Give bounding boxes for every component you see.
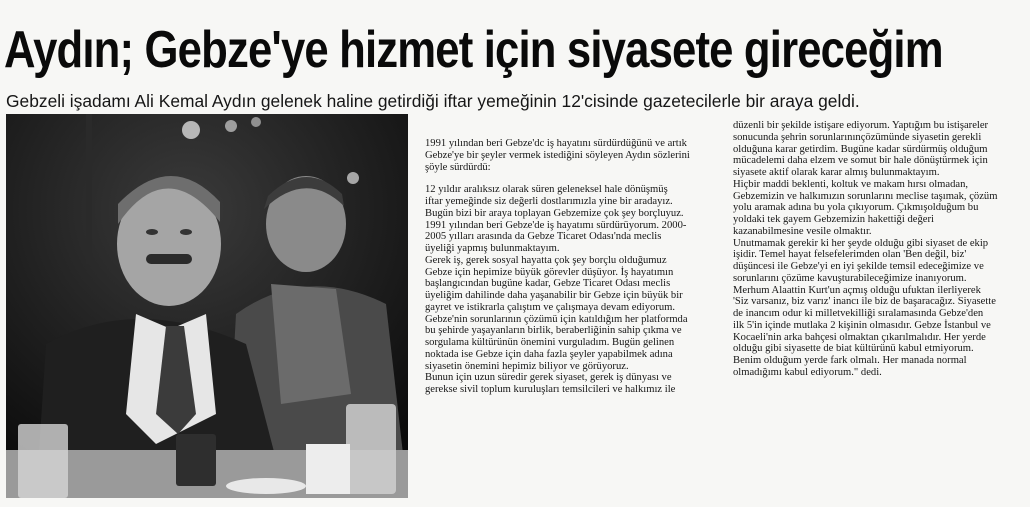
column-line: olmadığımı kabul ediyorum." dedi. <box>733 366 882 378</box>
column-line: Bugün bizi bir araya toplayan Gebzemize çok şey borçluyuz. <box>425 207 684 219</box>
column-line: düşüncesi ile Gebze'yi en iyi şekilde temsil edeceğimize ve <box>733 261 984 272</box>
article-photo <box>6 114 408 498</box>
column-line: şöyle sürdürdü: <box>425 161 491 173</box>
column-line: 2005 yılları arasında da Gebze Ticaret Odası'nda meclis <box>425 231 662 243</box>
column-line: Unutmamak gerekir ki her şeyde olduğu gibi siyaset de ekip <box>733 237 989 249</box>
column-line: Gebzemizin ve halkımızın sorunlarını meclise taşımak, çözüm <box>733 190 998 202</box>
column-line: Gebze'ye bir şeyler vermek istediğini söyleyen Aydın sözlerini <box>425 149 690 161</box>
column-line: olduğuna karar getirdim. Bugüne kadar sürdürmüş olduğum <box>733 143 988 155</box>
column-line: yoldaki tek gayem Gebzemizin hakettiği değeri <box>733 214 934 225</box>
column-line: düzenli bir şekilde istişare ediyorum. Yaptığım bu istişareler <box>733 120 989 131</box>
column-line: noktada ise Gebze için daha fazla şeyler yapabilmek adına <box>425 348 673 360</box>
column-line: Kocaeli'nin arka bahçesi olmaktan çıkarılmalıdır. Her yerde <box>733 331 986 343</box>
column-line: yolu aramak adına bu yola çıkıyorum. Çıkmışolduğum bu <box>733 202 979 214</box>
column-line: 1991 yılından beri Gebze'dc iş hayatını sürdürdüğünü ve artık <box>425 138 687 149</box>
column-line: iftar yemeğinde siz değerli dostlarımızla yine bir aradayız. <box>425 196 673 207</box>
column-line: Bunun için uzun süredir gerek siyaset, gerek iş dünyası ve <box>425 372 672 384</box>
column-line: 'Siz varsanız, biz varız' inancı ile biz de başaracağız. Siyasette <box>733 296 996 308</box>
column-line: bu şehirde yaşayanların birlik, beraberliğinin sahip çıkma ve <box>425 325 682 337</box>
column-line: ilk 5'in içinde mutlaka 2 kişinin olmasıdır. Gebze İstanbul ve <box>733 319 991 331</box>
column-line: de inancım odur ki milletvekilliği sıralamasında Gebze'den <box>733 308 984 319</box>
column-line: sorunlarını çözüme kavuşturabileceğimize inanıyorum. <box>733 272 967 284</box>
column-line: Hiçbir maddi beklenti, koltuk ve makam hırsı olmadan, <box>733 178 969 190</box>
column-line: 1991 yılından beri Gebze'de iş hayatımı sürdürüyorum. 2000- <box>425 219 687 231</box>
column-line: Gebze için hepimize büyük görevler düşüyor. İş hayatımın <box>425 266 674 278</box>
column-line: siyasetin önemini hepimiz biliyor ve görüyoruz. <box>425 360 629 372</box>
subheadline: Gebzeli işadamı Ali Kemal Aydın gelenek haline getirdiği iftar yemeğinin 12'cisinde gazetecilerle bir araya geldi. <box>6 91 860 111</box>
headline: Aydın; Gebze'ye hizmet için siyasete gireceğim <box>4 21 943 79</box>
column-line: olduğu gibi siyasette de biat kültürünü kabul etmiyorum. <box>733 343 974 355</box>
column-line: 12 yıldır aralıksız olarak süren geleneksel hale dönüşmüş <box>425 184 668 196</box>
column-line: sorgulama kültürünün önemini vurguladım. Bugün gelinen <box>425 337 675 348</box>
column-line: siyasete aktif olarak karar almış bulunmaktayım. <box>733 167 940 178</box>
column-line: işidir. Temel hayat felsefelerimden olan 'Ben değil, biz' <box>733 249 967 261</box>
column-line: mücadelemi daha elzem ve somut bir hale dönüştürmek için <box>733 155 988 167</box>
article-column-2 <box>733 120 1027 379</box>
column-line: kazanabilmesine vesile olmaktır. <box>733 225 872 237</box>
column-line: başlangıcından bugüne kadar, Gebze Ticaret Odası meclis <box>425 278 671 290</box>
column-line: gayret ve istikrarla çalıştım ve çalışmaya devam ediyorum. <box>425 301 676 313</box>
column-line: Benim olduğum yerde fark olmalı. Her manada normal <box>733 355 967 366</box>
column-line: sonucunda şehrin sorunlarınınçözümünde siyasetin gerekli <box>733 131 982 143</box>
column-line: Gerek iş, gerek sosyal hayatta çok şey borçlu olduğumuz <box>425 254 667 266</box>
column-line: Merhum Alaattin Kurt'un açmış olduğu ufuktan ilerliyerek <box>733 284 981 296</box>
column-line: Gebze'nin sorunlarının çözümü için katıldığım her platformda <box>425 313 688 325</box>
column-line: üyeliğim dahilinde daha yaşanabilir bir Gebze için büyük bir <box>425 290 683 301</box>
column-line: üyeliği yapmış bulunmaktayım. <box>425 243 560 254</box>
column-line: gerekse sivil toplum kuruluşları temsilcileri ve halkımız ile <box>425 384 676 395</box>
article-column-1 <box>425 138 715 396</box>
